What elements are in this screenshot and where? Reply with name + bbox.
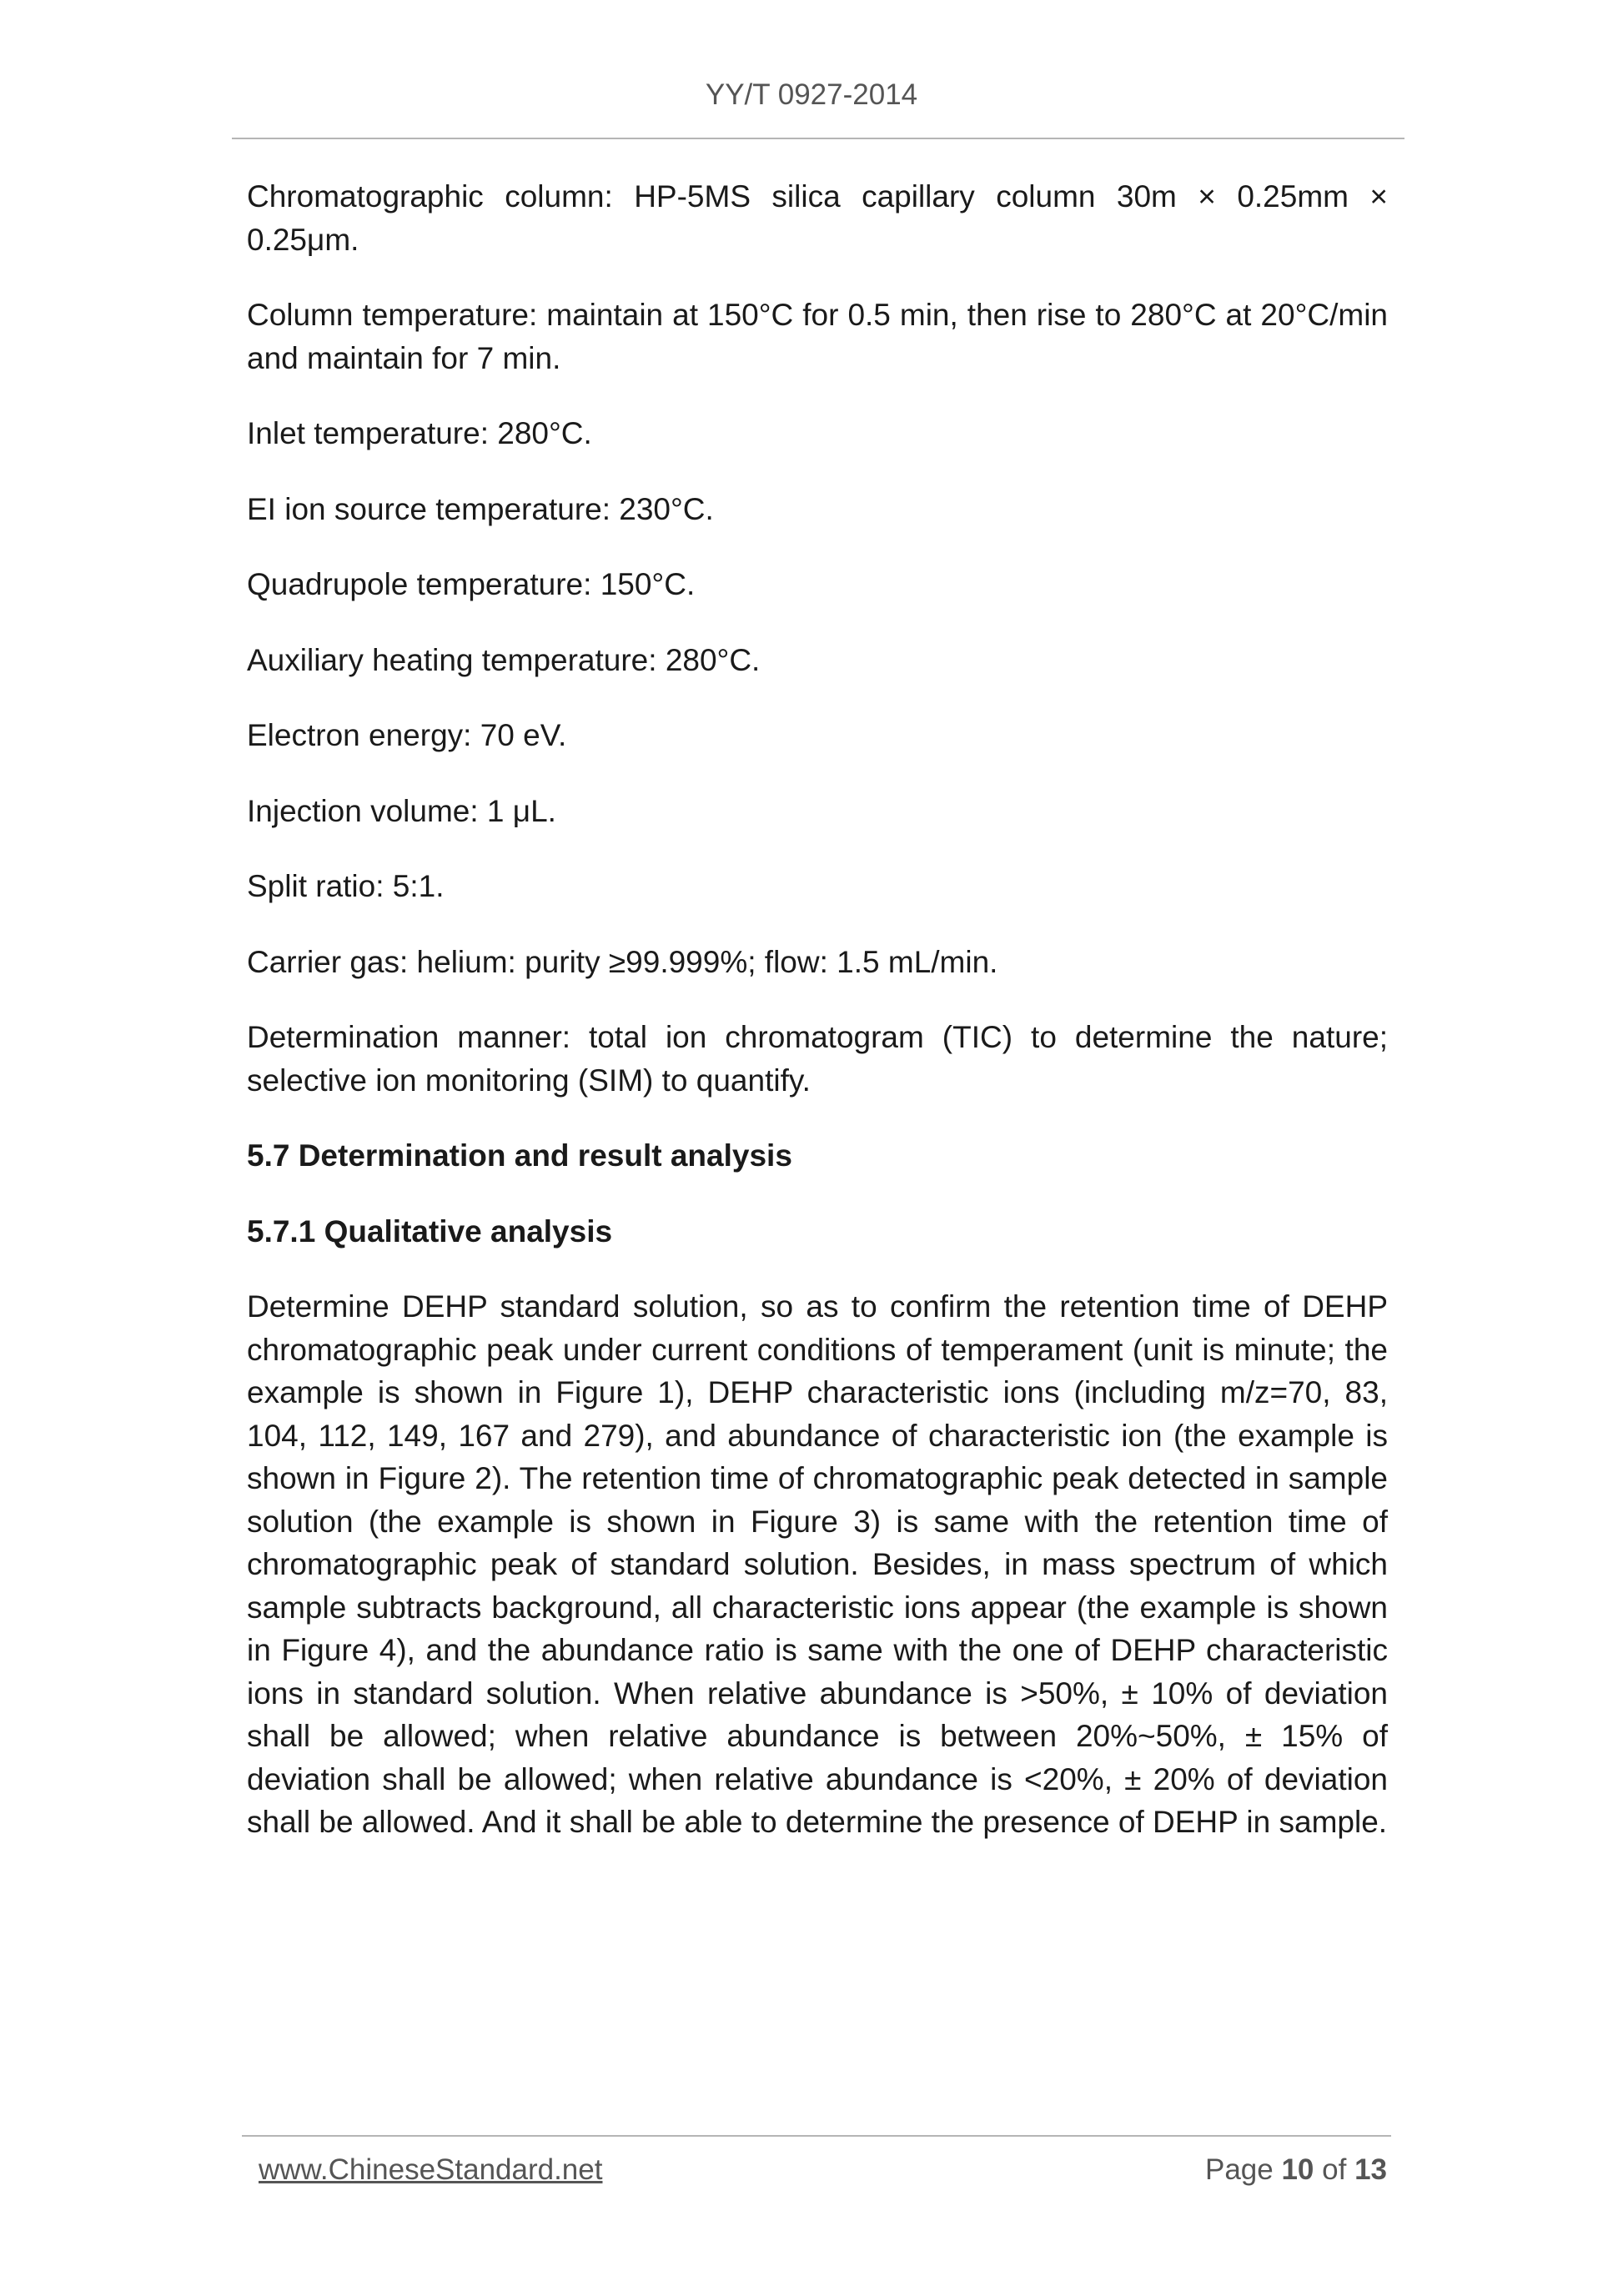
header-divider <box>232 138 1404 139</box>
website-link[interactable]: www.ChineseStandard.net <box>259 2153 603 2186</box>
paragraph-determination-manner: Determination manner: total ion chromatogram (TIC) to determine the nature; selective ion monitoring (SIM) to quantify. <box>247 1020 1388 1098</box>
section-heading-5-7-1: 5.7.1 Qualitative analysis <box>247 1213 613 1248</box>
page-current-number: 10 <box>1281 2153 1314 2186</box>
footer-divider <box>242 2135 1391 2137</box>
paragraph-quadrupole-temperature: Quadrupole temperature: 150°C. <box>247 567 696 601</box>
paragraph-column-temperature: Column temperature: maintain at 150°C for 0.5 min, then rise to 280°C at 20°C/min and maintain for 7 min. <box>247 298 1388 375</box>
document-header: YY/T 0927-2014 <box>705 78 918 111</box>
paragraph-inlet-temperature: Inlet temperature: 280°C. <box>247 416 592 450</box>
paragraph-carrier-gas: Carrier gas: helium: purity ≥99.999%; flow: 1.5 mL/min. <box>247 944 998 979</box>
paragraph-ion-source-temperature: EI ion source temperature: 230°C. <box>247 491 714 526</box>
paragraph-injection-volume: Injection volume: 1 μL. <box>247 793 556 828</box>
page-indicator <box>1205 2153 1387 2187</box>
section-heading-5-7: 5.7 Determination and result analysis <box>247 1138 792 1173</box>
paragraph-chromatographic-column: Chromatographic column: HP-5MS silica capillary column 30m × 0.25mm × 0.25μm. <box>247 179 1388 257</box>
page-prefix: Page <box>1204 2153 1274 2186</box>
paragraph-auxiliary-heating: Auxiliary heating temperature: 280°C. <box>247 642 761 677</box>
document-body <box>247 175 1388 1876</box>
page-total-number: 13 <box>1354 2153 1387 2186</box>
paragraph-split-ratio: Split ratio: 5:1. <box>247 869 445 903</box>
paragraph-electron-energy: Electron energy: 70 eV. <box>247 718 567 752</box>
paragraph-qualitative-analysis: Determine DEHP standard solution, so as to confirm the retention time of DEHP chromatographic peak under current conditions of temperament (unit is minute; the example is shown in Figure 1), DEHP characteristic ions (including m/z=70, 83, 104, 112, 149, 167 and 279), and abundance of characteristic ion (the example is shown in Figure 2). The retention time of chromatographic peak detected in sample solution (the example is shown in Figure 3) is same with the retention time of chromatographic peak of standard solution. Besides, in mass spectrum of which sample subtracts background, all characteristic ions appear (the example is shown in Figure 4), and the abundance ratio is same with the one of DEHP characteristic ions in standard solution. When relative abundance is >50%, ± 10% of deviation shall be allowed; when relative abundance is between 20%~50%, ± 15% of deviation shall be allowed; when relative abundance is <20%, ± 20% of deviation shall be allowed. And it shall be able to determine the presence of DEHP in sample. <box>247 1289 1388 1839</box>
page-of: of <box>1322 2153 1347 2186</box>
